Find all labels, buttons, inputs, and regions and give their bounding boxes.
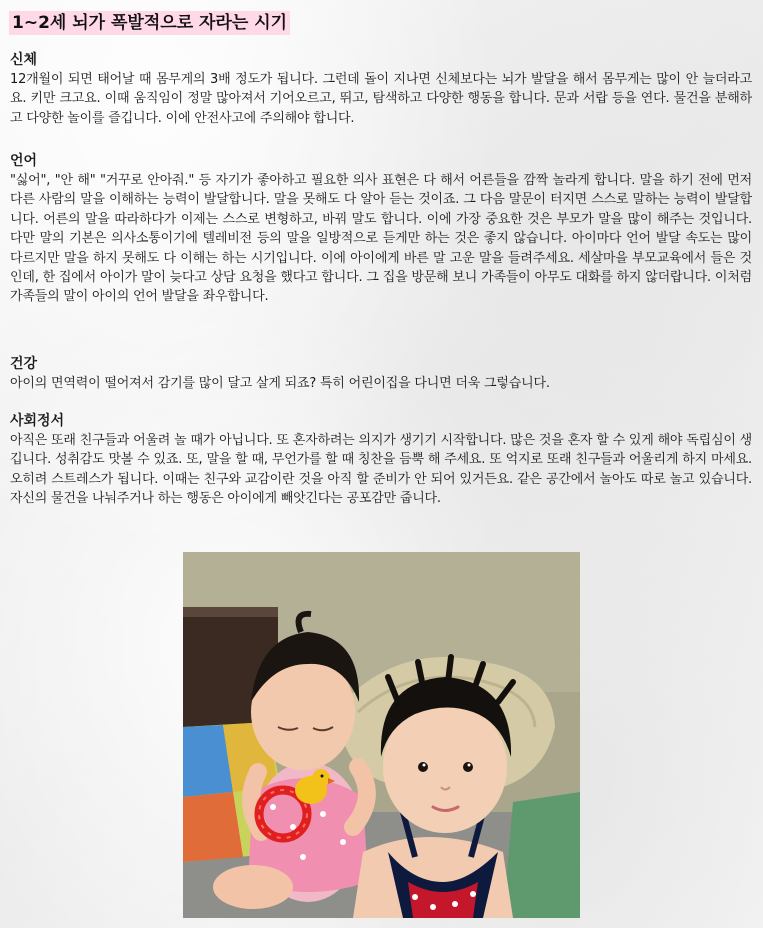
section-heading: 언어 <box>10 153 38 169</box>
page-title: 1~2세 뇌가 폭발적으로 자라는 시기 <box>9 11 290 35</box>
two-babies-photo <box>183 552 580 918</box>
section-heading: 사회정서 <box>10 413 65 429</box>
section-heading: 건강 <box>10 356 38 372</box>
section-health <box>10 354 752 393</box>
section-heading: 신체 <box>10 52 38 68</box>
section-body-development <box>10 50 752 128</box>
section-text: 아직은 또래 친구들과 어울려 놀 때가 아닙니다. 또 혼자하려는 의지가 생기기 시작합니다. 많은 것을 혼자 할 수 있게 해야 독립심이 생깁니다. 성취감도 맛볼 수 있죠. 또, 말을 할 때, 무언가를 할 때 칭찬을 듬뿍 해 주세요. 또 억지로 또래 친구들과 어울리게 하지 마세요. 오히려 스트레스가 됩니다. 이때는 친구와 교감이란 것을 아직 할 준비가 안 되어 있거든요. 같은 공간에서 놀아도 따로 놀고 있습니다. 자신의 물건을 나눠주거나 하는 행동은 아이에게 빼앗긴다는 공포감만 줍니다. <box>10 433 752 507</box>
section-social-emotional <box>10 411 752 509</box>
photo-illustration <box>183 552 580 918</box>
section-language <box>10 151 752 307</box>
section-text: "싫어", "안 해" "거꾸로 안아줘." 등 자기가 좋아하고 필요한 의사 표현은 다 해서 어른들을 깜짝 놀라게 합니다. 말을 하기 전에 먼저 다른 사람의 말을 이해하는 능력이 발달합니다. 말을 못해도 다 알아 듣는 것이죠. 그 다음 말문이 터지면 스스로 말하는 능력이 발달합니다. 어른의 말을 따라하다가 이제는 스스로 변형하고, 바꿔 말도 합니다. 이에 가장 중요한 것은 부모가 말을 많이 해주는 것입니다. 다만 말의 기본은 의사소통이기에 텔레비전 등의 말을 일방적으로 듣게만 하는 것은 좋지 않습니다. 아이마다 언어 발달 속도는 많이 다르지만 말을 하지 못해도 다 이해는 하는 시기입니다. 이에 아이에게 바른 말 고운 말을 들려주세요. 세살마을 부모교육에서 들은 것인데, 한 집에서 아이가 말이 늦다고 상담 요청을 했다고 합니다. 그 집을 방문해 보니 가족들이 아무도 대화를 하지 않더랍니다. 이처럼 가족들의 말이 아이의 언어 발달을 좌우합니다. <box>10 173 752 305</box>
section-text: 12개월이 되면 태어날 때 몸무게의 3배 정도가 됩니다. 그런데 돌이 지나면 신체보다는 뇌가 발달을 해서 몸무게는 많이 안 늘더라고요. 키만 크고요. 이때 움직임이 정말 많아져서 기어오르고, 뛰고, 탐색하고 다양한 행동을 합니다. 문과 서랍 등을 연다. 물건을 분해하고 다양한 놀이를 즐깁니다. 이에 안전사고에 주의해야 합니다. <box>10 72 752 126</box>
section-text: 아이의 면역력이 떨어져서 감기를 많이 달고 살게 되죠? 특히 어린이집을 다니면 더욱 그렇습니다. <box>10 376 550 391</box>
